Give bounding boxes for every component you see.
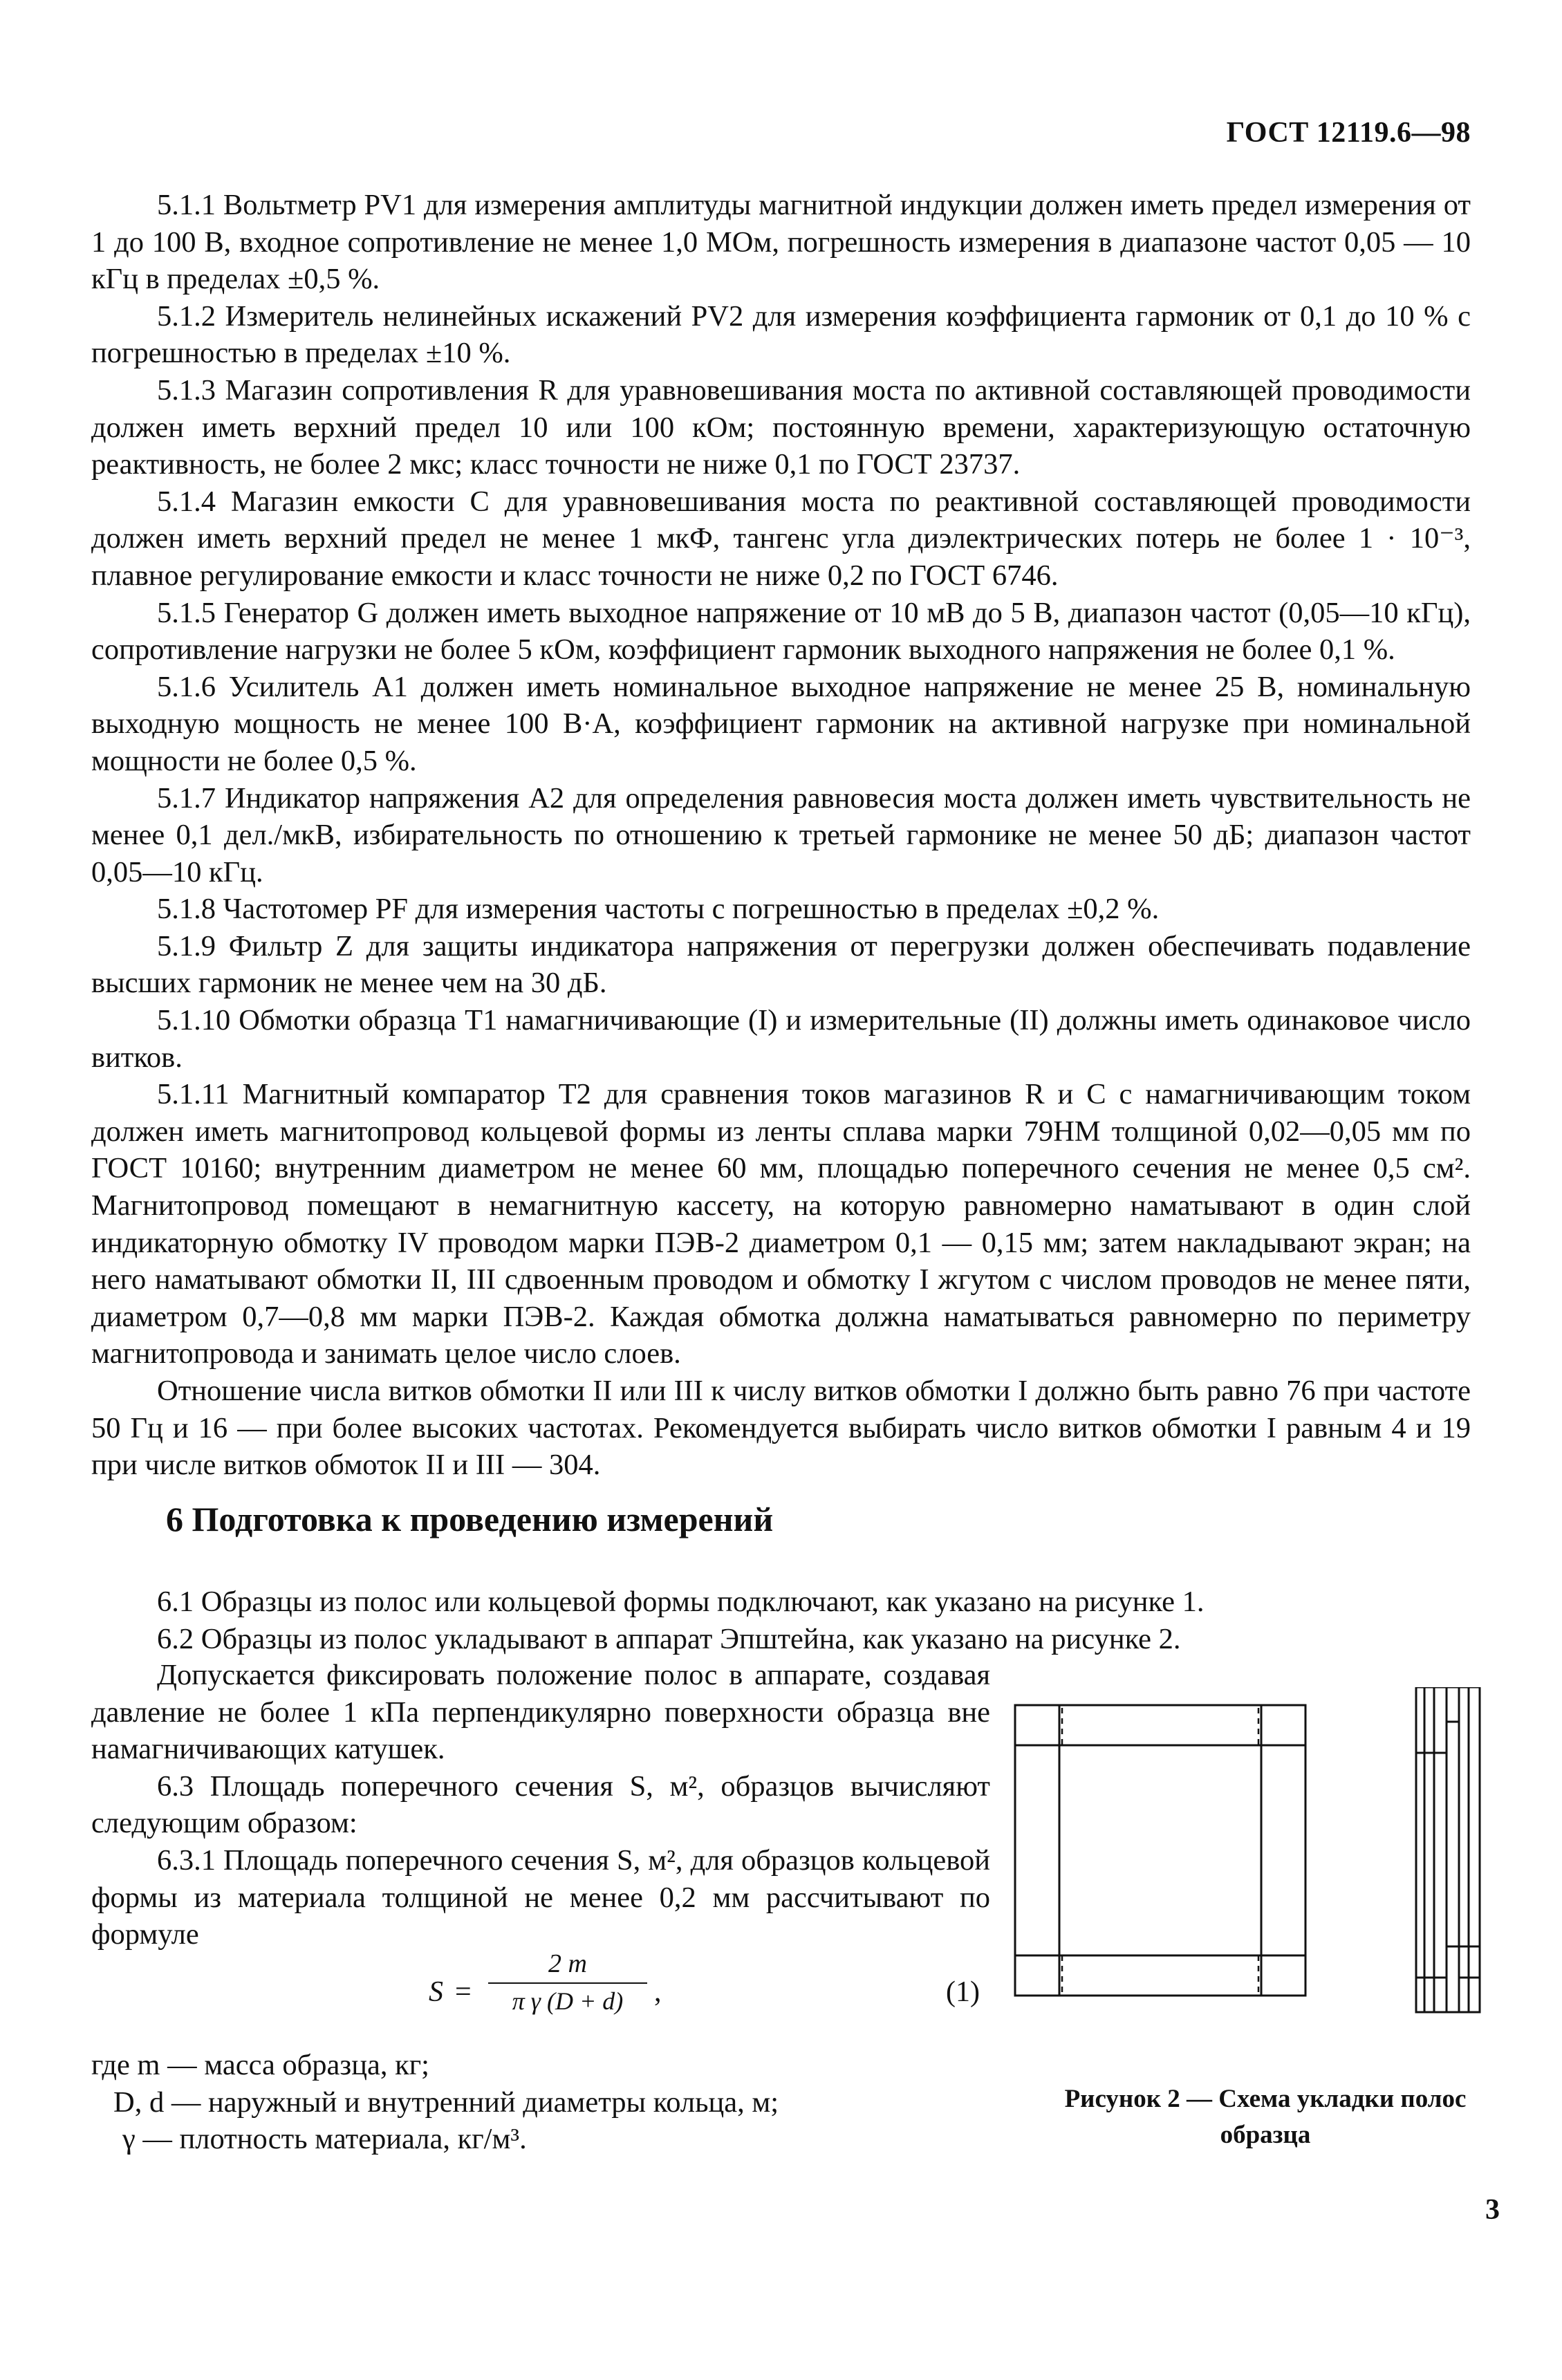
paragraph-6-2: 6.2 Образцы из полос укладывают в аппарат Эпштейна, как указано на рисунке 2. [157,1622,1181,1655]
figure-2-strip-layout [1010,1687,1507,2047]
legend-density: γ — плотность материала, кг/м³. [122,2123,527,2156]
paragraph-6-3-1: 6.3.1 Площадь поперечного сечения S, м², для образцов кольцевой формы из материала толщиной не менее 0,2 мм рассчитывают по формуле [91,1843,990,1951]
formula-number: (1) [946,1976,980,2008]
formula-comma: , [654,1976,662,2008]
paragraph-5-1-2: 5.1.2 Измеритель нелинейных искажений PV2 для измерения коэффициента гармоник от 0,1 до 10 % с погрешностью в пределах ±10 %. [91,299,1471,370]
paragraph-5-1-9: 5.1.9 Фильтр Z для защиты индикатора напряжения от перегрузки должен обеспечивать подавление высших гармоник не менее чем на 30 дБ. [91,929,1471,1000]
paragraph-6-3: 6.3 Площадь поперечного сечения S, м², образцов вычисляют следующим образом: [91,1769,990,1840]
legend-diameters: D, d — наружный и внутренний диаметры кольца, м; [113,2085,779,2119]
paragraph-5-1-10: 5.1.10 Обмотки образца Т1 намагничивающие (I) и измерительные (II) должны иметь одинаковое число витков. [91,1004,1471,1074]
paragraph-5-1-3: 5.1.3 Магазин сопротивления R для уравновешивания моста по активной составляющей проводимости должен иметь верхний предел 10 или 100 кОм; постоянную времени, характеризующую остаточную реактивность, не более 2 мкс; класс точности не ниже 0,1 по ГОСТ 23737. [91,373,1471,481]
paragraph-5-1-8: 5.1.8 Частотомер PF для измерения частоты с погрешностью в пределах ±0,2 %. [157,893,1160,926]
paragraph-5-1-4: 5.1.4 Магазин емкости С для уравновешивания моста по реактивной составляющей проводимости должен иметь верхний предел не менее 1 мкФ, тангенс угла диэлектрических потерь не более 1 · 10⁻³, плавное регулирование емкости и класс точности не ниже 0,2 по ГОСТ 6746. [91,485,1471,592]
section-title: 6 Подготовка к проведению измерений [166,1500,774,1538]
formula-equals: = [455,1976,472,2008]
formula-lhs: S [429,1976,443,2008]
side-view-outer [1416,1687,1480,2012]
paragraph-6-1: 6.1 Образцы из полос или кольцевой формы подключают, как указано на рисунке 1. [157,1586,1205,1618]
formula-denominator: π γ (D + d) [512,1987,624,2015]
paragraph-5-1-5: 5.1.5 Генератор G должен иметь выходное напряжение от 10 мВ до 5 В, диапазон частот (0,05—10 кГц), сопротивление нагрузки не более 5 кОм, коэффициент гармоник выходного напряжения не более 0,1 %. [91,596,1471,667]
legend-mass: где m — масса образца, кг; [91,2049,429,2081]
figure-caption: Рисунок 2 — Схема укладки полос образца [1064,2085,1467,2149]
paragraph-5-1-1: 5.1.1 Вольтметр PV1 для измерения амплитуды магнитной индукции должен иметь предел измерения от 1 до 100 В, входное сопротивление не менее 1,0 МОм, погрешность измерения в диапазоне частот 0,05 — 10 кГц в пределах ±0,5 %. [91,189,1471,296]
document-header: ГОСТ 12119.6—98 [1226,117,1471,149]
page-number: 3 [1485,2194,1500,2226]
paragraph-5-1-11: 5.1.11 Магнитный компаратор Т2 для сравнения токов магазинов R и С с намагничивающим током должен иметь магнитопровод кольцевой формы из ленты сплава марки 79НМ толщиной 0,02—0,05 мм по ГОСТ 10160; внутренним диаметром не менее 60 мм, площадью поперечного сечения не менее 0,5 см². Магнитопровод помещают в немагнитную кассету, на которую равномерно наматывают в один слой индикаторную обмотку IV проводом марки ПЭВ-2 диаметром 0,1 — 0,15 мм; затем накладывают экран; на него наматывают обмотки II, III сдвоенным проводом и обмотку I жгутом с числом проводов не менее пяти, диаметром 0,7—0,8 мм марки ПЭВ-2. Каждая обмотка должна наматываться равномерно по периметру магнитопровода и занимать целое число слоев. [91,1078,1471,1370]
square-frame [1015,1705,1305,1996]
left-column-text [91,1657,990,1953]
formula-1 [429,1946,982,2036]
body-text [91,187,1471,1484]
paragraph-pressure: Допускается фиксировать положение полос в аппарате, создавая давление не более 1 кПа перпендикулярно поверхности образца вне намагничивающих катушек. [91,1659,990,1766]
formula-fraction [488,1946,647,2017]
side-view [1416,1687,1480,2012]
paragraph-5-1-6: 5.1.6 Усилитель А1 должен иметь номинальное выходное напряжение не менее 25 В, номинальную выходную мощность не менее 100 В·А, коэффициент гармоник на активной нагрузке при номинальной мощности не более 0,5 %. [91,670,1471,777]
frame-inner [1059,1745,1261,1955]
formula-legend [91,2047,990,2158]
strip-overlap-dashes [1062,1708,1258,1993]
paragraph-turns-ratio: Отношение числа витков обмотки II или III к числу витков обмотки I должно быть равно 76 при частоте 50 Гц и 16 — при более высоких частотах. Рекомендуется выбирать число витков обмотки I равным 4 и 19 при числе витков обмоток II и III — 304. [91,1375,1471,1482]
section-6-paragraphs [91,1583,1471,1657]
fraction-bar [488,1982,647,1984]
formula-numerator: 2 m [548,1949,587,1978]
paragraph-5-1-7: 5.1.7 Индикатор напряжения А2 для определения равновесия моста должен иметь чувствительность не менее 0,1 дел./мкВ, избирательность по отношению к третьей гармонике не менее 50 дБ; диапазон частот 0,05—10 кГц. [91,781,1471,889]
